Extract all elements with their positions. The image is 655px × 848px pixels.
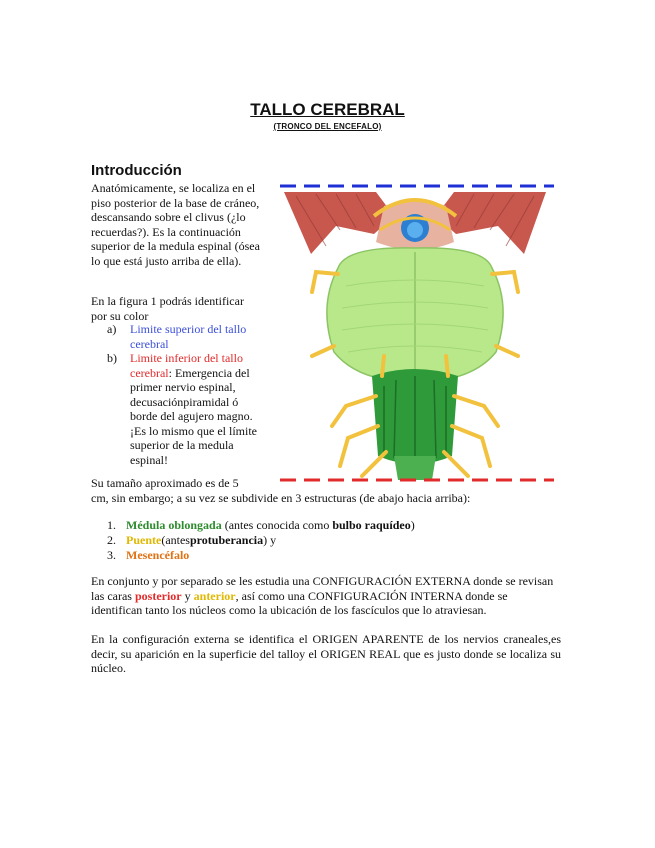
structure-name-midbrain: Mesencéfalo xyxy=(126,548,190,562)
structure-note: (antes xyxy=(161,533,190,547)
list-marker: 2. xyxy=(107,533,116,547)
list-marker: 3. xyxy=(107,548,116,562)
structure-item xyxy=(107,548,415,563)
structure-item xyxy=(107,533,415,548)
document-subtitle: (TRONCO DEL ENCEFALO) xyxy=(273,122,382,131)
muscle-left xyxy=(284,192,394,254)
limit-inferior-description: : Emergencia del primer nervio espinal, decusaciónpiramidal ó borde del agujero magno. ¡Es lo mismo que el límite superior de la medula espinal! xyxy=(130,365,257,467)
structure-note-end: ) xyxy=(410,518,415,532)
limit-item-inferior xyxy=(107,351,267,467)
limit-superior-text: Limite superior del tallo cerebral xyxy=(130,322,247,351)
structure-note-bold: bulbo raquídeo xyxy=(332,518,411,532)
structure-name-pons: Puente xyxy=(126,533,162,547)
muscle-right xyxy=(436,192,546,254)
list-marker: b) xyxy=(107,351,117,365)
brainstem-figure xyxy=(276,176,556,486)
configuration-text-1: En conjunto y por separado se les estudia una CONFIGURACIÓN EXTERNA donde se revisan las caras xyxy=(91,574,554,603)
spinal-cord xyxy=(394,456,436,480)
limit-item-superior xyxy=(107,322,267,351)
posterior-label: posterior xyxy=(134,588,182,603)
structures-list xyxy=(107,518,415,563)
external-configuration-paragraph: En la configuración externa se identifica el ORIGEN APARENTE de los nervios craneales,es decir, su aparición en la superficie del talloy el ORIGEN REAL que es justo donde se localiza su núcleo. xyxy=(91,632,561,675)
intro-paragraph: Anatómicamente, se localiza en el piso posterior de la base de cráneo, descansando sobre el clivus (¿lo recuerdas?). Es la continuación superior de la medula espinal (ósea lo que está justo arriba de ella). xyxy=(91,181,260,268)
structure-note: (antes conocida como xyxy=(221,518,333,532)
configuration-paragraph xyxy=(91,574,561,618)
limits-list xyxy=(107,322,267,467)
configuration-conjunction: y xyxy=(181,588,194,603)
figure-intro-paragraph: En la figura 1 podrás identificar por su color xyxy=(91,294,244,323)
size-text-line1: Su tamaño aproximado es de 5 xyxy=(91,476,239,490)
structure-name-medulla: Médula oblongada xyxy=(126,518,222,532)
size-text-line2: cm, sin embargo; a su vez se subdivide en 3 estructuras (de abajo hacia arriba): xyxy=(91,491,471,505)
structure-item xyxy=(107,518,415,533)
section-heading: Introducción xyxy=(91,162,182,179)
structure-note-end: ) y xyxy=(263,533,277,547)
structure-note-bold: protuberancia xyxy=(189,533,264,547)
anterior-label: anterior xyxy=(193,588,236,603)
document-title: TALLO CEREBRAL xyxy=(250,100,405,119)
list-marker: 1. xyxy=(107,518,116,532)
limit-inferior-text: Limite inferior del tallo cerebral xyxy=(130,351,243,380)
list-marker: a) xyxy=(107,322,117,336)
configuration-text-2: , así como una CONFIGURACIÓN INTERNA donde se identifican tanto los núcleos como la ubicación de los fascículos que lo atraviesan. xyxy=(91,588,508,617)
